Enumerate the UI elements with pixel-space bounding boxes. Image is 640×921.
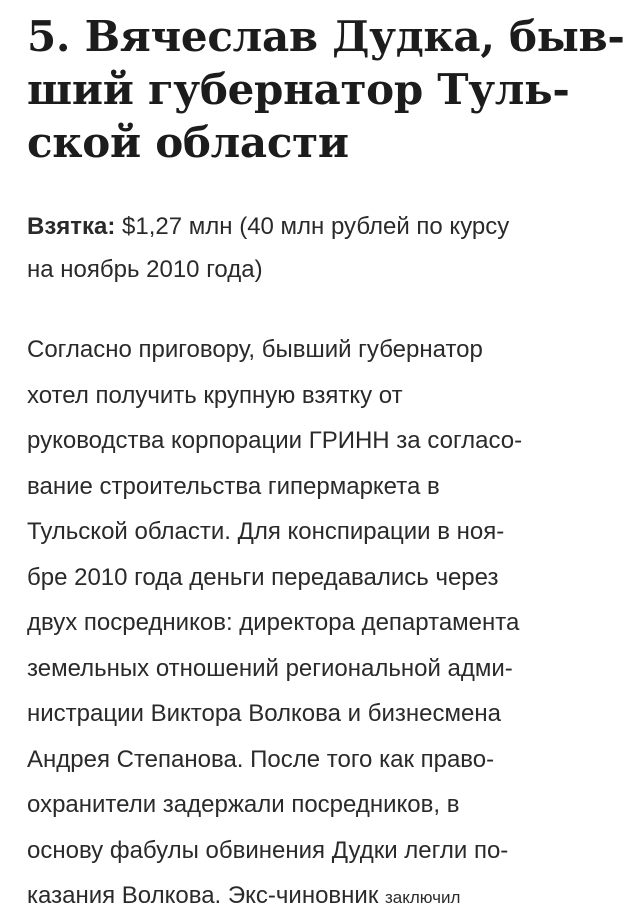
body-line: хотел получить крупную взятку от xyxy=(27,381,403,409)
body-line-last xyxy=(27,873,614,921)
bribe-info xyxy=(27,205,614,291)
body-line: Согласно приговору, бывший губернатор xyxy=(27,336,483,363)
title-line: ший губернатор Туль- xyxy=(27,65,570,114)
title-line: 5. Вячеслав Дудка, быв- xyxy=(27,12,625,61)
body-line: основу фабулы обвинения Дудки легли по- xyxy=(27,836,509,864)
body-line: нистрации Виктора Волкова и бизнесмена xyxy=(27,700,501,727)
bribe-line: на ноябрь 2010 года) xyxy=(27,256,263,283)
body-line: двух посредников: директора департамента xyxy=(27,609,520,636)
body-line: Тульской области. Для конспирации в ноя- xyxy=(27,518,505,545)
article-body xyxy=(27,327,614,921)
bribe-label: Взятка: xyxy=(27,213,116,240)
body-line: вание строительства гипермаркета в xyxy=(27,472,440,500)
body-line-text: казания Волкова. Экс-чиновник xyxy=(27,882,385,909)
body-line: Андрея Степанова. После того как право- xyxy=(27,745,495,773)
article-title xyxy=(27,10,625,169)
body-line: руководства корпорации ГРИНН за согласо- xyxy=(27,427,523,454)
bribe-amount: $1,27 млн (40 млн рублей по курсу xyxy=(115,213,510,240)
title-line: ской области xyxy=(27,118,349,167)
body-line: бре 2010 года деньги передавались через xyxy=(27,563,499,591)
body-line: охранители задержали посредников, в xyxy=(27,791,460,818)
bribe-line xyxy=(27,205,614,248)
body-line: земельных отношений региональной адми- xyxy=(27,654,513,682)
body-line-small-text: заключил xyxy=(385,888,461,907)
